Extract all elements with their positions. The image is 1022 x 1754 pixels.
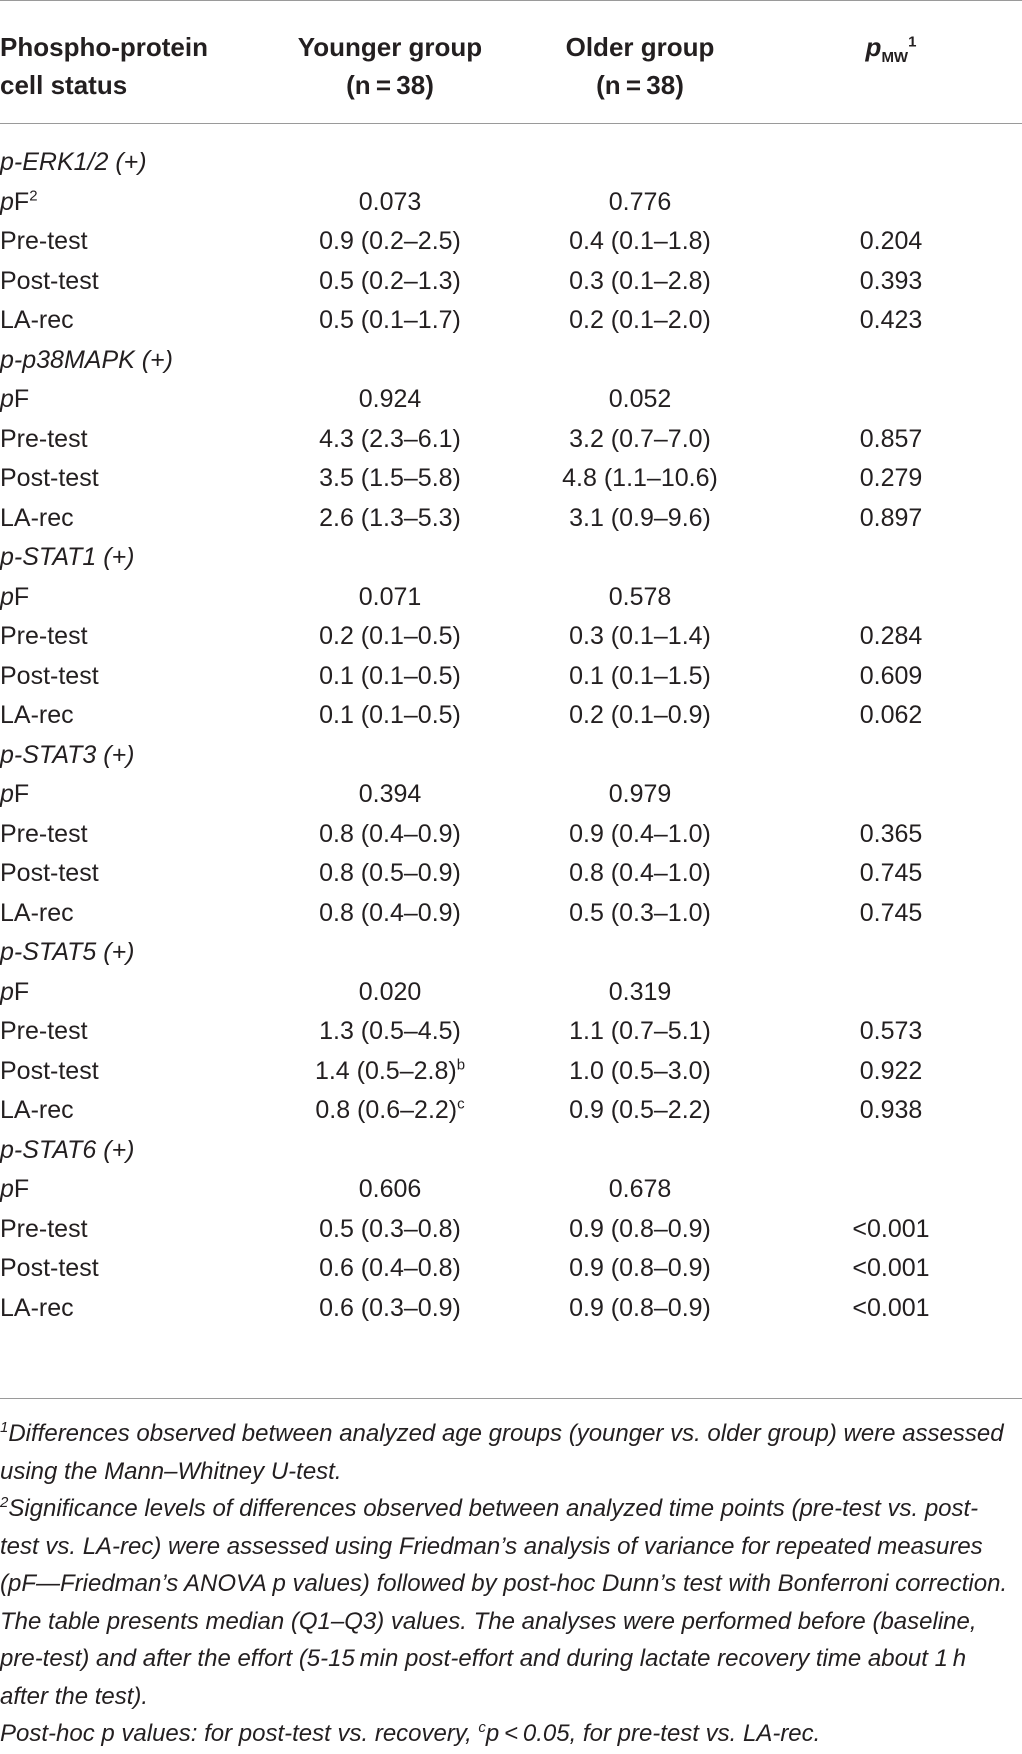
- pf-older: 0.578: [608, 582, 672, 611]
- pf-label: pF: [0, 780, 30, 808]
- younger-value: [260, 696, 520, 736]
- pf-label: pF: [0, 1175, 30, 1203]
- pf-older: 0.052: [608, 385, 672, 413]
- pf-younger: 0.394: [358, 780, 422, 808]
- younger-value-text: 0.8 (0.6–2.2): [315, 1096, 458, 1124]
- pf-younger: 0.606: [358, 1175, 422, 1203]
- younger-value-text: 4.3 (2.3–6.1): [319, 424, 461, 453]
- younger-value-text: 0.9 (0.2–2.5): [319, 227, 461, 255]
- younger-value-text: 1.3 (0.5–4.5): [319, 1017, 461, 1045]
- row-label: Post-test: [0, 266, 99, 295]
- younger-value-text: 0.5 (0.1–1.7): [319, 306, 461, 334]
- p-mw-value: 0.745: [859, 898, 923, 927]
- table-row: [0, 1210, 1022, 1250]
- p-mw-value: <0.001: [852, 1214, 930, 1243]
- younger-value-text: 0.8 (0.4–0.9): [319, 819, 461, 848]
- pf-row: [0, 973, 1022, 1013]
- row-label: Pre-test: [0, 227, 88, 255]
- younger-value: [260, 1249, 520, 1289]
- row-label: Pre-test: [0, 1214, 88, 1243]
- section-title: p-STAT3 (+): [0, 740, 135, 769]
- row-label: Post-test: [0, 464, 99, 492]
- p-mw-value: 0.393: [859, 266, 923, 295]
- younger-value: [260, 1012, 520, 1052]
- older-value: 0.9 (0.8–0.9): [569, 1214, 711, 1243]
- p-mw-value: 0.573: [859, 1017, 923, 1045]
- older-value: 0.2 (0.1–0.9): [569, 701, 711, 729]
- younger-value: [260, 301, 520, 341]
- row-label: Pre-test: [0, 819, 88, 848]
- section-title-row: [0, 1131, 1022, 1171]
- younger-value-text: 0.8 (0.4–0.9): [319, 898, 461, 927]
- younger-value: [260, 1091, 520, 1131]
- p-mw-value: 0.279: [859, 464, 923, 492]
- pf-sup: 2: [29, 187, 38, 205]
- younger-value: [260, 894, 520, 934]
- p-mw-value: 0.423: [859, 306, 923, 334]
- older-value: 0.3 (0.1–1.4): [569, 622, 711, 650]
- section-title: p-STAT6 (+): [0, 1135, 135, 1164]
- p-mw-value: 0.284: [859, 622, 923, 650]
- row-label: LA-rec: [0, 1096, 74, 1124]
- younger-value: [260, 1052, 520, 1092]
- header-col-status: Phospho-protein cell status: [0, 32, 208, 100]
- younger-value-text: 3.5 (1.5–5.8): [319, 464, 461, 492]
- pf-row: [0, 1170, 1022, 1210]
- older-value: 0.9 (0.8–0.9): [569, 1254, 711, 1282]
- younger-value-text: 0.6 (0.3–0.9): [319, 1293, 461, 1322]
- p-mw-value: 0.857: [859, 424, 923, 453]
- pf-younger: 0.071: [358, 582, 422, 611]
- pf-older: 0.678: [608, 1175, 672, 1203]
- table-row: [0, 617, 1022, 657]
- older-value: 0.1 (0.1–1.5): [569, 661, 711, 690]
- p-mw-value: <0.001: [852, 1254, 930, 1282]
- pf-row: [0, 775, 1022, 815]
- table-row: [0, 1289, 1022, 1329]
- p-mw-value: 0.938: [859, 1096, 923, 1124]
- header-col-older: Older group (n = 38): [565, 32, 715, 100]
- top-rule: [0, 0, 1022, 1]
- younger-value-text: 2.6 (1.3–5.3): [319, 503, 461, 532]
- table-row: [0, 1249, 1022, 1289]
- table-row: [0, 1091, 1022, 1131]
- p-mw-value: 0.365: [859, 819, 923, 848]
- table-row: [0, 262, 1022, 302]
- table-row: [0, 657, 1022, 697]
- footnote-1: $^1$Differences observed between analyzed age groups (younger vs. older group) were assessed using the Mann–Whitney U-test.: [0, 1419, 1004, 1485]
- pf-label: pF: [0, 385, 30, 413]
- pf-younger: 0.020: [358, 977, 422, 1006]
- younger-value: [260, 1289, 520, 1329]
- table-row: [0, 459, 1022, 499]
- header-col-younger: Younger group (n = 38): [297, 32, 483, 100]
- section-title-row: [0, 341, 1022, 381]
- older-value: 0.2 (0.1–2.0): [569, 306, 711, 334]
- row-label: Pre-test: [0, 622, 88, 650]
- older-value: 1.1 (0.7–5.1): [569, 1017, 711, 1045]
- table-row: [0, 696, 1022, 736]
- section-title: p-p38MAPK (+): [0, 345, 173, 374]
- section-title-row: [0, 933, 1022, 973]
- row-label: LA-rec: [0, 306, 74, 334]
- p-mw-value: 0.609: [859, 661, 923, 690]
- table-row: [0, 854, 1022, 894]
- younger-value-text: 0.6 (0.4–0.8): [319, 1254, 461, 1282]
- p-mw-value: 0.745: [859, 859, 923, 887]
- p-mw-value: 0.897: [859, 503, 923, 532]
- younger-value-sup: b: [456, 1056, 466, 1074]
- row-label: LA-rec: [0, 898, 74, 927]
- older-value: 0.8 (0.4–1.0): [569, 859, 711, 887]
- younger-value-text: 0.2 (0.1–0.5): [319, 622, 461, 650]
- older-value: 0.9 (0.4–1.0): [569, 819, 711, 848]
- row-label: Pre-test: [0, 424, 88, 453]
- row-label: Post-test: [0, 1056, 99, 1085]
- older-value: 0.9 (0.5–2.2): [569, 1096, 711, 1124]
- older-value: 3.1 (0.9–9.6): [569, 503, 711, 532]
- pf-older: 0.319: [608, 977, 672, 1006]
- row-label: Post-test: [0, 859, 99, 887]
- table-row: [0, 499, 1022, 539]
- older-value: 0.4 (0.1–1.8): [569, 227, 711, 255]
- younger-value: [260, 459, 520, 499]
- footnote-3: Post-hoc p values: for post-test vs. recovery, $^c$p < 0.05, for pre-test vs. LA-rec.: [0, 1719, 821, 1747]
- older-value: 4.8 (1.1–10.6): [562, 464, 718, 492]
- younger-value: [260, 499, 520, 539]
- younger-value-text: 0.1 (0.1–0.5): [319, 661, 461, 690]
- pf-older: 0.776: [608, 187, 672, 216]
- row-label: LA-rec: [0, 503, 74, 532]
- pf-label: pF: [0, 977, 30, 1006]
- older-value: 0.9 (0.8–0.9): [569, 1293, 711, 1322]
- row-label: Pre-test: [0, 1017, 88, 1045]
- section-title: p-STAT1 (+): [0, 543, 135, 571]
- pf-older: 0.979: [608, 780, 672, 808]
- younger-value-text: 1.4 (0.5–2.8): [314, 1056, 457, 1085]
- p-mw-value: 0.922: [859, 1056, 923, 1085]
- younger-value: [260, 617, 520, 657]
- table-row: [0, 420, 1022, 460]
- pf-row: [0, 578, 1022, 618]
- pf-younger: 0.073: [358, 187, 422, 216]
- younger-value: [260, 420, 520, 460]
- footnotes: [0, 1415, 1010, 1753]
- older-value: 1.0 (0.5–3.0): [569, 1056, 711, 1085]
- header-rule: [0, 123, 1022, 124]
- pf-row: [0, 380, 1022, 420]
- younger-value-text: 0.8 (0.5–0.9): [319, 859, 461, 887]
- younger-value: [260, 854, 520, 894]
- table-row: [0, 815, 1022, 855]
- row-label: Post-test: [0, 1254, 99, 1282]
- table-row: [0, 894, 1022, 934]
- younger-value: [260, 222, 520, 262]
- bottom-rule: [0, 1398, 1022, 1399]
- older-value: 0.3 (0.1–2.8): [569, 266, 711, 295]
- row-label: LA-rec: [0, 1293, 74, 1322]
- p-mw-value: 0.204: [859, 227, 923, 255]
- younger-value-text: 0.1 (0.1–0.5): [319, 701, 461, 729]
- younger-value: [260, 262, 520, 302]
- older-value: 0.5 (0.3–1.0): [569, 898, 711, 927]
- younger-value: [260, 1210, 520, 1250]
- section-title: p-ERK1/2 (+): [0, 148, 147, 176]
- pf-label: $pF^2$: [0, 187, 38, 216]
- pf-row: [0, 183, 1022, 223]
- younger-value-text: 0.5 (0.3–0.8): [319, 1214, 461, 1243]
- younger-value-text: 0.5 (0.2–1.3): [319, 266, 461, 295]
- younger-value-sup: c: [457, 1095, 465, 1113]
- section-title: p-STAT5 (+): [0, 938, 135, 966]
- header-col-pmw: $p_{MW}^1$: [865, 32, 917, 67]
- row-label: LA-rec: [0, 701, 74, 729]
- section-title-row: [0, 538, 1022, 578]
- younger-value: [260, 815, 520, 855]
- table-row: [0, 222, 1022, 262]
- p-mw-value: <0.001: [852, 1293, 930, 1322]
- pf-label: pF: [0, 582, 30, 611]
- section-title-row: [0, 736, 1022, 776]
- younger-value: [260, 657, 520, 697]
- table-row: [0, 1012, 1022, 1052]
- older-value: 3.2 (0.7–7.0): [569, 424, 711, 453]
- table-row: [0, 301, 1022, 341]
- section-title-row: [0, 143, 1022, 183]
- row-label: Post-test: [0, 661, 99, 690]
- p-mw-value: 0.062: [859, 701, 923, 729]
- pf-younger: 0.924: [358, 385, 422, 413]
- footnote-2: $^2$Significance levels of differences observed between analyzed time points (pre-test vs. post-test vs. LA-rec) were assessed using Friedman’s analysis of variance for repeated measures (pF—Friedman’s ANOVA p values) followed by post-hoc Dunn’s test with Bonferroni correction. The table presents median (Q1–Q3) values. The analyses were performed before (baseline, pre-test) and after the effort (5-15 min post-effort and during lactate recovery time about 1 h after the test).: [0, 1494, 1008, 1710]
- table-row: [0, 1052, 1022, 1092]
